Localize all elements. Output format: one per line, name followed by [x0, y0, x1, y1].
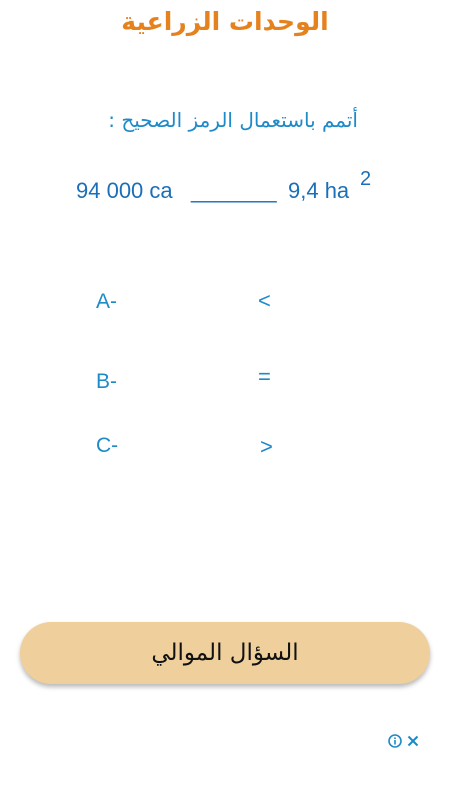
option-c-letter: C-: [96, 434, 119, 457]
info-icon[interactable]: [388, 734, 402, 748]
question-instruction: أتمم باستعمال الرمز الصحيح :: [108, 108, 358, 132]
option-b-symbol: =: [258, 364, 271, 389]
question-equation: [76, 170, 386, 214]
close-icon[interactable]: [406, 734, 420, 748]
ad-banner: [0, 720, 450, 800]
equation-left-value: 94 000 ca: [76, 178, 173, 203]
option-b[interactable]: [0, 356, 450, 402]
next-question-button[interactable]: السؤال الموالي: [20, 622, 430, 684]
option-a-letter: A-: [96, 290, 117, 313]
option-a-symbol: <: [258, 288, 271, 313]
equation-blank: _______: [191, 178, 277, 203]
option-c[interactable]: [0, 424, 450, 470]
equation-exponent: 2: [360, 168, 372, 190]
option-c-symbol: >: [260, 434, 273, 459]
page-title: الوحدات الزراعية: [121, 7, 329, 36]
option-b-letter: B-: [96, 370, 117, 393]
equation-right-value: 9,4 ha: [288, 178, 350, 203]
option-a[interactable]: [0, 280, 450, 326]
